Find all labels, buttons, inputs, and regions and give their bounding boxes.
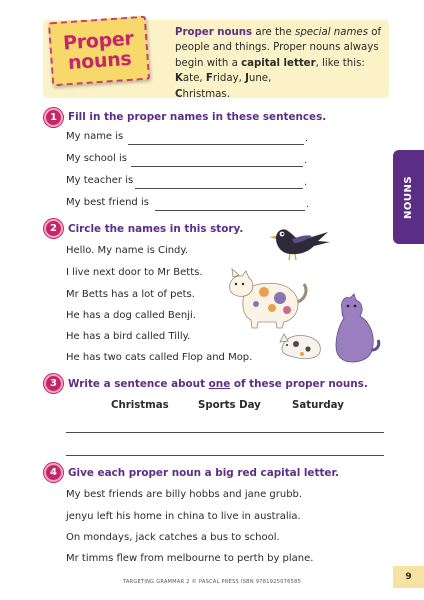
story-line[interactable]: He has a dog called Benji. (66, 310, 196, 321)
page-number (393, 566, 424, 588)
example-j: J (245, 73, 249, 85)
story-line[interactable]: Mr Betts has a lot of pets. (66, 289, 195, 300)
option-saturday: Saturday (292, 400, 344, 411)
exercise-3-title-before: Write a sentence about (68, 378, 209, 390)
ex3-writing-line-1[interactable] (66, 432, 384, 433)
ex1-answer-blank-4[interactable] (155, 210, 305, 211)
footer-credit: TARGETING GRAMMAR 2 © PASCAL PRESS ISBN 9781925076585 (122, 579, 302, 585)
option-christmas: Christmas (111, 400, 169, 411)
ex1-period-4: . (306, 199, 310, 210)
ex1-line-1: My name is (66, 131, 124, 142)
story-line[interactable]: He has two cats called Flop and Mop. (66, 352, 253, 363)
bird-illustration (262, 222, 332, 262)
ex3-writing-line-2[interactable] (66, 455, 384, 456)
ex4-sentence[interactable]: Mr timms flew from melbourne to perth by plane. (66, 553, 314, 564)
intro-part1: are the (252, 27, 296, 38)
ex1-line-2: My school is (66, 153, 127, 164)
story-line[interactable]: Hello. My name is Cindy. (66, 245, 189, 256)
ex4-sentence[interactable]: jenyu left his home in china to live in australia. (66, 511, 301, 522)
ex1-period-1: . (305, 133, 309, 144)
page-title-line2: nouns (67, 47, 133, 75)
exercise-3-title-underlined: one (208, 378, 231, 390)
example-riday: riday, (212, 73, 246, 85)
page-title-line1: Proper (62, 27, 135, 55)
intro-text (175, 25, 387, 102)
exercise-3-title-after: of these proper nouns. (230, 378, 368, 390)
exercise-1-title: Fill in the proper names in these sentences. (68, 111, 327, 123)
ex1-answer-blank-2[interactable] (131, 166, 303, 167)
page-number-label: 9 (405, 572, 412, 582)
story-line[interactable]: He has a bird called Tilly. (66, 331, 191, 342)
section-tab-label: NOUNS (403, 175, 414, 219)
section-tab-nouns (393, 150, 424, 244)
ex1-line-3: My teacher is (66, 175, 134, 186)
exercise-4-title: Give each proper noun a big red capital letter. (68, 467, 340, 479)
ex1-line-4: My best friend is (66, 197, 149, 208)
exercise-4-number: 4 (44, 463, 63, 482)
ex1-period-2: . (304, 155, 308, 166)
exercise-2-title: Circle the names in this story. (68, 223, 244, 235)
example-k: K (175, 73, 183, 85)
exercise-2-number: 2 (44, 219, 63, 238)
ex1-answer-blank-1[interactable] (128, 144, 304, 145)
example-une: une, (248, 73, 272, 85)
ex1-period-3: . (304, 177, 308, 188)
example-c: C (175, 88, 183, 100)
option-sports-day: Sports Day (198, 400, 261, 411)
intro-part2: of people and things. Proper nouns always begin with a (175, 27, 382, 69)
example-hristmas: hristmas. (182, 88, 230, 100)
intro-special: special names (295, 27, 368, 38)
intro-part3: , like this: (315, 57, 365, 69)
example-f: F (205, 73, 213, 85)
ex4-sentence[interactable]: My best friends are billy hobbs and jane grubb. (66, 489, 303, 500)
intro-capital: capital letter (241, 57, 316, 69)
ex1-answer-blank-3[interactable] (135, 188, 303, 189)
intro-term: Proper nouns (175, 27, 253, 38)
cats-illustration (278, 294, 382, 366)
exercise-3-title (68, 378, 368, 390)
ex4-sentence[interactable]: On mondays, jack catches a bus to school. (66, 532, 280, 543)
page-title-card (48, 16, 150, 87)
example-ate: ate, (182, 73, 206, 85)
story-line[interactable]: I live next door to Mr Betts. (66, 267, 203, 278)
exercise-3-number: 3 (44, 374, 63, 393)
exercise-1-number: 1 (44, 108, 63, 127)
